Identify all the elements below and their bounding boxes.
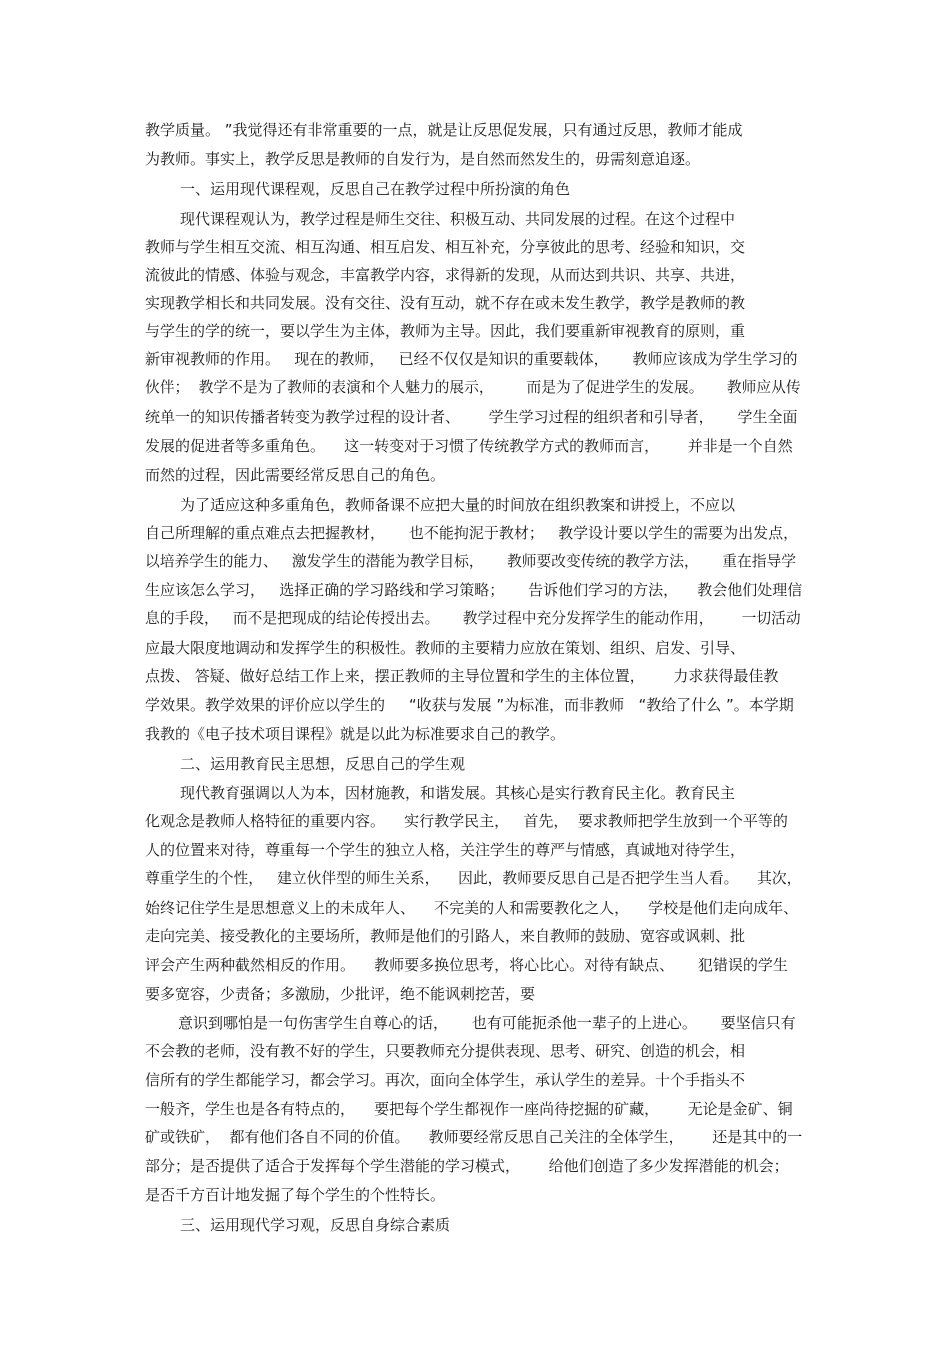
text-line: 息的手段， 而不是把现成的结论传授出去。 教学过程中充分发挥学生的能动作用， 一切活动 (145, 610, 801, 627)
text-line: 与学生的学的统一，要以学生为主体，教师为主导。因此，我们要重新审视教育的原则，重 (145, 322, 746, 340)
section-heading-3: 三、运用现代学习观，反思自身综合素质 (180, 1216, 451, 1234)
text-line: 统单一的知识传播者转变为教学过程的设计者、 学生学习过程的组织者和引导者， 学生全面 (145, 408, 798, 426)
text-line: 尊重学生的个性， 建立伙伴型的师生关系， 因此，教师要反思自己是否把学生当人看。 其次， (145, 870, 802, 887)
text-line: 教学质量。 ”我觉得还有非常重要的一点，就是让反思促发展，只有通过反思，教师才能成 (145, 121, 743, 139)
text-line: 新审视教师的作用。 现在的教师， 已经不仅仅是知识的重要载体， 教师应该成为学生学习的 (145, 350, 798, 368)
text-line: 现代教育强调以人为本，因材施教，和谐发展。其核心是实行教育民主化。教育民主 (180, 784, 736, 802)
text-line: 实现教学相长和共同发展。没有交往、没有互动，就不存在或未发生教学，教学是教师的教 (145, 294, 746, 312)
text-line: 现代课程观认为，教学过程是师生交往、积极互动、共同发展的过程。在这个过程中 (180, 210, 736, 228)
text-line: 伙伴； 教学不是为了教师的表演和个人魅力的展示， 而是为了促进学生的发展。 教师应从传 (145, 379, 801, 396)
text-line: 应最大限度地调动和发挥学生的积极性。教师的主要精力应放在策划、组织、启发、引导、 (145, 639, 746, 657)
text-line: 教师与学生相互交流、相互沟通、相互启发、相互补充，分享彼此的思考、经验和知识，交 (145, 238, 746, 256)
text-line: 生应该怎么学习， 选择正确的学习路线和学习策略； 告诉他们学习的方法， 教会他们处理信 (145, 581, 803, 599)
text-line: 部分；是否提供了适合于发挥每个学生潜能的学习模式， 给他们创造了多少发挥潜能的机会； (145, 1157, 789, 1175)
section-heading-1: 一、运用现代课程观，反思自己在教学过程中所扮演的角色 (180, 180, 571, 198)
text-line: 点拨、 答疑、做好总结工作上来，摆正教师的主导位置和学生的主体位置， 力求获得最佳教 (145, 667, 779, 685)
text-line: 始终记住学生是思想意义上的未成年人、 不完美的人和需要教化之人， 学校是他们走向成年、 (145, 899, 799, 917)
text-line: 人的位置来对待，尊重每一个学生的独立人格，关注学生的尊严与情感，真诚地对待学生， (145, 841, 746, 859)
text-line: 学效果。教学效果的评价应以学生的 “收获与发展 ”为标准，而非教师 “教给了什么 ”。本学期 (145, 696, 794, 714)
text-line: 意识到哪怕是一句伤害学生自尊心的话， 也有可能扼杀他一辈子的上进心。 要坚信只有 (178, 1014, 796, 1032)
text-line: 评会产生两种截然相反的作用。 教师要多换位思考，将心比心。对待有缺点、 犯错误的学生 (145, 956, 788, 974)
text-line: 不会教的老师，没有教不好的学生，只要教师充分提供表现、思考、研究、创造的机会，相 (145, 1042, 746, 1060)
text-line: 为了适应这种多重角色，教师备课不应把大量的时间放在组织教案和讲授上，不应以 (180, 496, 736, 514)
text-line: 为教师。事实上，教学反思是教师的自发行为，是自然而然发生的，毋需刻意追逐。 (145, 150, 701, 168)
text-line: 矿或铁矿， 都有他们各自不同的价值。 教师要经常反思自己关注的全体学生， 还是其中的一 (145, 1128, 803, 1146)
text-line: 我教的《电子技术项目课程》就是以此为标准要求自己的教学。 (145, 725, 566, 743)
text-line: 发展的促进者等多重角色。 这一转变对于习惯了传统教学方式的教师而言， 并非是一个自然 (145, 437, 793, 455)
text-line: 流彼此的情感、体验与观念，丰富教学内容，求得新的发现，从而达到共识、共享、共进， (145, 266, 746, 284)
text-line: 一般齐，学生也是各有特点的， 要把每个学生都视作一座尚待挖掘的矿藏， 无论是金矿、铜 (145, 1100, 793, 1118)
text-line: 要多宽容，少责备；多激励，少批评，绝不能讽刺挖苦，要 (145, 985, 536, 1003)
text-line: 以培养学生的能力、 激发学生的潜能为教学目标， 教师要改变传统的教学方法， 重在指导学 (145, 553, 796, 570)
text-line: 信所有的学生都能学习，都会学习。再次，面向全体学生，承认学生的差异。十个手指头不 (145, 1071, 746, 1089)
text-line: 是否千方百计地发掘了每个学生的个性特长。 (145, 1186, 446, 1204)
text-line: 走向完美、接受教化的主要场所，教师是他们的引路人，来自教师的鼓励、宽容或讽刺、批 (145, 927, 746, 945)
text-line: 而然的过程，因此需要经常反思自己的角色。 (145, 466, 446, 484)
section-heading-2: 二、运用教育民主思想，反思自己的学生观 (180, 755, 466, 773)
text-line: 自己所理解的重点难点去把握教材， 也不能拘泥于教材； 教学设计要以学生的需要为出发点， (145, 524, 799, 542)
text-line: 化观念是教师人格特征的重要内容。 实行教学民主， 首先， 要求教师把学生放到一个平等的 (145, 812, 788, 830)
